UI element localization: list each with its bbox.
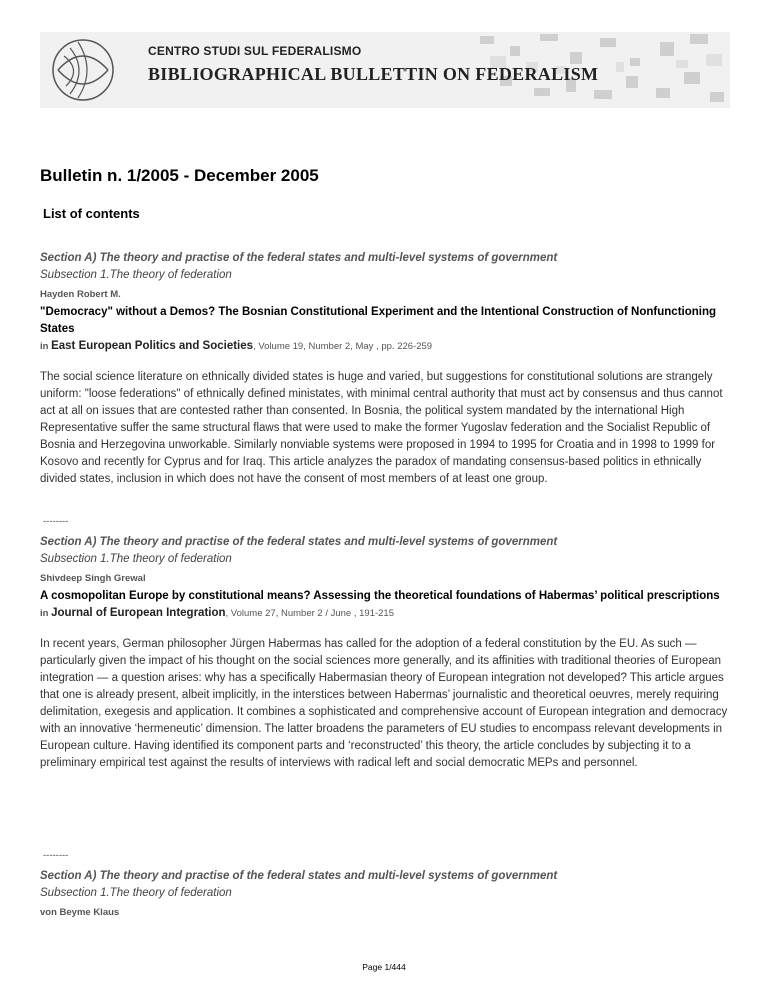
journal-name[interactable]: Journal of European Integration (51, 607, 226, 619)
page-title: Bulletin n. 1/2005 - December 2005 (40, 166, 319, 185)
source-details: , Volume 27, Number 2 / June , 191-215 (225, 608, 394, 619)
source-line (40, 605, 728, 622)
entry-separator: -------- (43, 516, 69, 527)
org-name: CENTRO STUDI SUL FEDERALISMO (148, 44, 362, 58)
author: von Beyme Klaus (40, 907, 120, 918)
abstract: In recent years, German philosopher Jürgen Habermas has called for the adoption of a federal constitution by the EU. As such — particularly given the impact of his thought on the social sciences more generally, and its affinities with traditional theories of European integration — a question arises: why has a specifically Habermasian theory of European integration not developed? This article argues that one is already present, albeit implicitly, in the interstices between Habermas’ journalistic and theoretical oeuvres, merely requiring delimitation, exegesis and application. It combines a sophisticated and comprehensive account of European integration and democracy with an innovative ‘hermeneutic’ dimension. The latter broadens the parameters of EU studies to encompass relevant developments in European culture. Having identified its component parts and ‘reconstructed’ this theory, the article concludes by subjecting it to a preliminary empirical test against the results of interviews with radical left and social democratic MEPs and personnel. (40, 638, 728, 769)
bulletin-name: BIBLIOGRAPHICAL BULLETTIN ON FEDERALISM (148, 64, 599, 84)
subsection-label: Subsection 1.The theory of federation (40, 553, 232, 565)
bulletin-banner (40, 32, 730, 108)
article-title[interactable]: "Democracy" without a Demos? The Bosnian Constitutional Experiment and the Intentional Construction of Nonfunctioning States (40, 306, 717, 335)
source-details: , Volume 19, Number 2, May , pp. 226-259 (253, 341, 433, 352)
author: Hayden Robert M. (40, 289, 121, 300)
bibliography-entry (40, 868, 728, 921)
source-prefix: in (40, 608, 49, 619)
source-line (40, 338, 728, 355)
globe-logo-icon (48, 36, 118, 104)
source-prefix: in (40, 341, 49, 352)
abstract: The social science literature on ethnically divided states is huge and varied, but suggestions for constitutional solutions are strangely uniform: "loose federations" of ethnically defined ministates, with minimal central authority that must act by consensus and thus cannot act at all on issues that are contested rather than consented. In Bosnia, the political system mandated by the international High Representative suffer the same structural flaws that were used to make the former Yugoslav federation and the Socialist Republic of Bosnia and Herzegovina unworkable. Similarly nonviable systems were proposed in 1994 to 1995 for Croatia and in 1998 to 1999 for Kosovo and recently for Cyprus and for Iraq. This article analyzes the paradox of mandating consensus-based politics in ethnically divided states, inclusion in which does not have the consent of most members of at least one group. (40, 371, 723, 485)
subsection-label: Subsection 1.The theory of federation (40, 887, 232, 899)
entry-separator: -------- (43, 850, 69, 861)
author: Shivdeep Singh Grewal (40, 573, 146, 584)
section-label: Section A) The theory and practise of the federal states and multi-level systems of government (40, 536, 558, 548)
subsection-label: Subsection 1.The theory of federation (40, 269, 232, 281)
section-label: Section A) The theory and practise of the federal states and multi-level systems of government (40, 252, 558, 264)
section-label: Section A) The theory and practise of the federal states and multi-level systems of government (40, 870, 558, 882)
page-number: Page 1/444 (362, 962, 406, 972)
bibliography-entry (40, 534, 728, 772)
bibliography-entry (40, 250, 728, 488)
contents-heading: List of contents (43, 206, 140, 221)
article-title[interactable]: A cosmopolitan Europe by constitutional means? Assessing the theoretical foundations of Habermas’ political prescriptions (40, 590, 720, 602)
journal-name[interactable]: East European Politics and Societies (51, 340, 254, 352)
